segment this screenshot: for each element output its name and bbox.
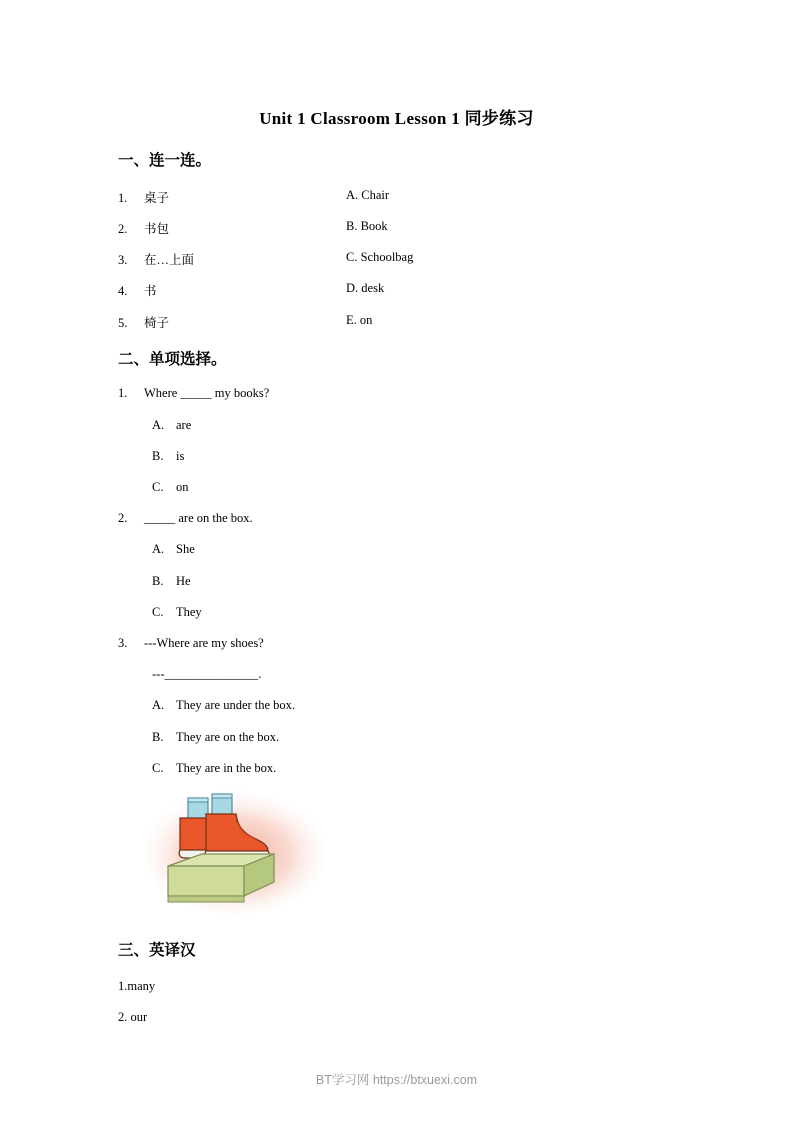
option-label: C. [152, 761, 164, 775]
question-text: Where _____ my books? [144, 386, 270, 400]
option-label: A. [152, 698, 165, 712]
option-text: They [176, 605, 202, 619]
option-text: They are on the box. [176, 730, 280, 744]
option-label: C. [152, 605, 164, 619]
option-text: They are under the box. [176, 698, 296, 712]
match-right-term: E. on [346, 313, 373, 327]
match-number: 1. [118, 191, 128, 205]
option-label: B. [152, 449, 164, 463]
page-title: Unit 1 Classroom Lesson 1 同步练习 [259, 109, 534, 128]
section-heading-one: 一、连一连。 [118, 151, 212, 169]
answer-blank[interactable]: ---_______________. [152, 667, 262, 681]
question-number: 1. [118, 386, 128, 400]
question-text: _____ are on the box. [144, 511, 253, 525]
option-text: on [176, 480, 189, 494]
footer-watermark: BT学习网 https://btxuexi.com [315, 1073, 478, 1087]
option-text: are [176, 418, 192, 432]
option-row[interactable] [152, 605, 202, 620]
match-row [118, 188, 638, 206]
match-left-term: 椅子 [144, 316, 170, 330]
match-number: 5. [118, 316, 128, 330]
option-text: They are in the box. [176, 761, 277, 775]
option-text: She [176, 542, 195, 556]
match-row [118, 313, 638, 331]
question-text: ---Where are my shoes? [144, 636, 264, 650]
match-left-term: 桌子 [144, 191, 170, 205]
option-label: B. [152, 574, 164, 588]
match-row [118, 219, 638, 237]
match-number: 4. [118, 284, 128, 298]
option-label: A. [152, 418, 165, 432]
option-row[interactable] [152, 698, 295, 713]
option-text: He [176, 574, 191, 588]
shoes-on-box-illustration [140, 780, 330, 925]
option-row[interactable] [152, 761, 276, 776]
match-right-term: D. desk [346, 281, 385, 295]
question-stem [118, 636, 264, 651]
option-label: C. [152, 480, 164, 494]
match-row [118, 250, 638, 268]
option-row[interactable] [152, 449, 184, 464]
question-number: 3. [118, 636, 128, 650]
match-right-term: A. Chair [346, 188, 390, 202]
option-row[interactable] [152, 730, 279, 745]
match-left-term: 书包 [144, 222, 170, 236]
option-text: is [176, 449, 185, 463]
question-stem [118, 511, 253, 526]
section-heading-three: 三、英译汉 [118, 941, 196, 959]
option-label: B. [152, 730, 164, 744]
section-heading-two: 二、单项选择。 [118, 350, 227, 368]
option-row[interactable] [152, 418, 191, 433]
option-label: A. [152, 542, 165, 556]
translation-item: 2. our [118, 1010, 148, 1024]
match-row [118, 281, 638, 299]
match-left-term: 在…上面 [144, 253, 195, 267]
match-number: 3. [118, 253, 128, 267]
question-number: 2. [118, 511, 128, 525]
option-row[interactable] [152, 480, 189, 495]
match-number: 2. [118, 222, 128, 236]
option-row[interactable] [152, 574, 191, 589]
match-left-term: 书 [144, 284, 157, 298]
option-row[interactable] [152, 542, 195, 557]
match-right-term: C. Schoolbag [346, 250, 414, 264]
match-right-term: B. Book [346, 219, 388, 233]
translation-item: 1.many [118, 979, 156, 993]
question-stem [118, 386, 269, 401]
